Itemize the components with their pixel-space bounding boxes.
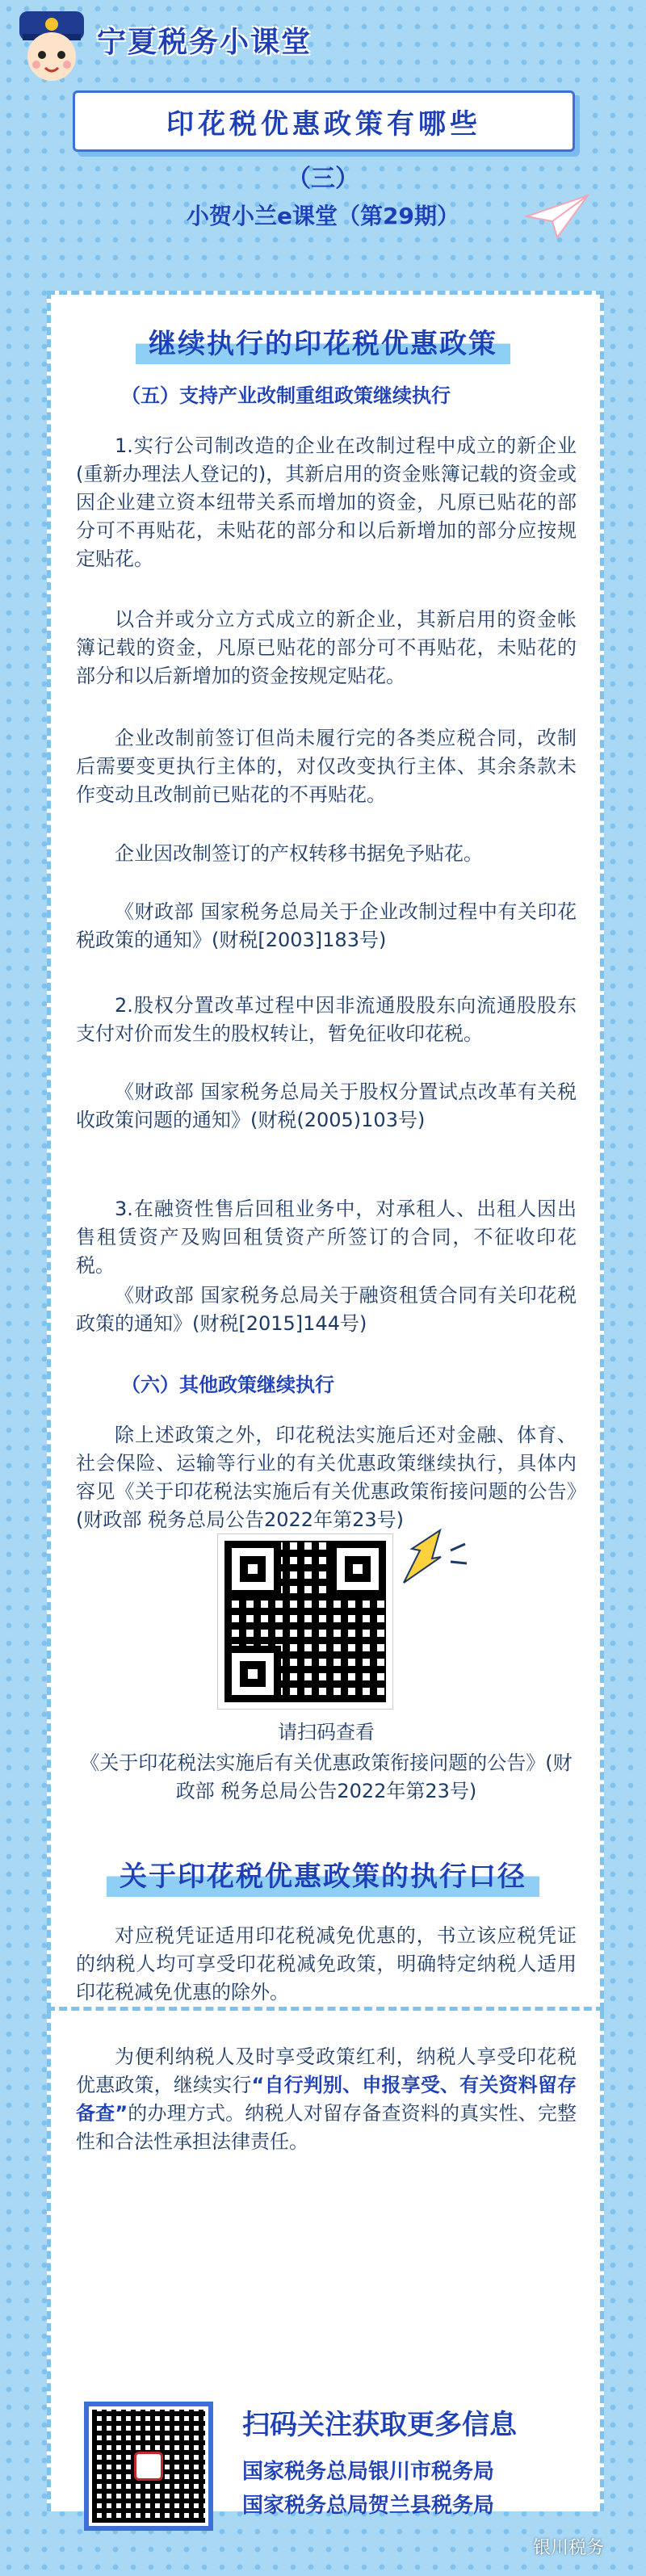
follow-title: 扫码关注获取更多信息 — [242, 2409, 517, 2441]
text-segment: 的办理方式。纳税人对留存备查资料的真实性、完整性和合法性承担法律责任。 — [76, 2102, 577, 2153]
organization-name: 国家税务总局银川市税务局 — [242, 2460, 495, 2484]
paragraph: 以合并或分立方式成立的新企业，其新启用的资金帐簿记载的资金，凡原已贴花的部分可不再贴花，未贴花的部分和以后新增加的资金按规定贴花。 — [76, 608, 577, 687]
paragraph-with-highlight — [76, 2043, 577, 2156]
subtitle-episode: 小贺小兰e课堂（第29期） — [187, 203, 459, 229]
paper-plane-icon — [525, 192, 589, 241]
pointing-arrow-icon — [396, 1526, 468, 1591]
scan-label: 请扫码查看 — [278, 1721, 375, 1743]
header — [0, 0, 646, 266]
tax-officer-mascot-icon — [11, 5, 92, 86]
document-reference: 《财政部 国家税务总局关于融资租赁合同有关印花税政策的通知》(财税[2015]144号) — [76, 1284, 577, 1335]
sub-heading-5: （五）支持产业改制重组政策继续执行 — [121, 384, 451, 407]
policy-qr-code[interactable] — [218, 1534, 392, 1709]
paragraph: 1.实行公司制改造的企业在改制过程中成立的新企业(重新办理法人登记的)，其新启用的资金账簿记载的资金或因企业建立资本纽带关系而增加的资金，凡原已贴花的部分可不再贴花，未贴花的部分和以后新增加的部分应按规定贴花。 — [76, 434, 577, 570]
paragraph: 除上述政策之外，印花税法实施后还对金融、体育、社会保险、运输等行业的有关优惠政策继续执行，具体内容见《关于印花税法实施后有关优惠政策衔接问题的公告》(财政部 税务总局公告2022年第23号) — [76, 1424, 577, 1531]
section-title-execution — [0, 1851, 646, 1897]
scan-caption: 《关于印花税法实施后有关优惠政策衔接问题的公告》(财政部 税务总局公告2022年第23号) — [80, 1752, 573, 1802]
section-title-text: 关于印花税优惠政策的执行口径 — [107, 1851, 539, 1897]
paragraph: 企业因改制签订的产权转移书据免予贴花。 — [115, 842, 483, 865]
paragraph: 企业改制前签订但尚未履行完的各类应税合同，改制后需要变更执行主体的，对仅改变执行主体、其余条款未作变动且改制前已贴花的不再贴花。 — [76, 727, 577, 806]
paragraph: 2.股权分置改革过程中因非流通股股东向流通股股东支付对价而发生的股权转让，暂免征收印花税。 — [76, 994, 577, 1045]
highlighted-text: “自行判别、申报享受、有关资料留存备查” — [76, 2074, 577, 2125]
sub-heading-6: （六）其他政策继续执行 — [121, 1374, 334, 1396]
section-title-continued — [0, 318, 646, 364]
document-reference: 《财政部 国家税务总局关于股权分置试点改革有关税收政策问题的通知》(财税(2005)103号) — [76, 1080, 577, 1131]
paragraph: 3.在融资性售后回租业务中，对承租人、出租人因出售租赁资产及购回租赁资产所签订的合同，不征收印花税。 — [76, 1198, 577, 1277]
document-reference: 《财政部 国家税务总局关于企业改制过程中有关印花税政策的通知》(财税[2003]183号) — [76, 900, 577, 951]
tax-emblem-icon — [134, 2452, 163, 2481]
text-segment: 为便利纳税人及时享受政策红利，纳税人享受印花税优惠政策，继续实行 — [76, 2045, 577, 2096]
organization-name: 国家税务总局贺兰县税务局 — [242, 2494, 495, 2518]
watermark: 银川税务 — [533, 2538, 605, 2558]
title-box — [73, 90, 575, 152]
brand-title: 宁夏税务小课堂 — [97, 26, 313, 59]
page-title: 印花税优惠政策有哪些 — [166, 107, 481, 141]
follow-qr-code[interactable] — [89, 2406, 208, 2526]
subtitle-number: （三） — [287, 165, 359, 193]
section-title-text: 继续执行的印花税优惠政策 — [136, 318, 510, 364]
paragraph: 对应税凭证适用印花税减免优惠的，书立该应税凭证的纳税人均可享受印花税减免政策，明确特定纳税人适用印花税减免优惠的除外。 — [76, 1924, 577, 2003]
